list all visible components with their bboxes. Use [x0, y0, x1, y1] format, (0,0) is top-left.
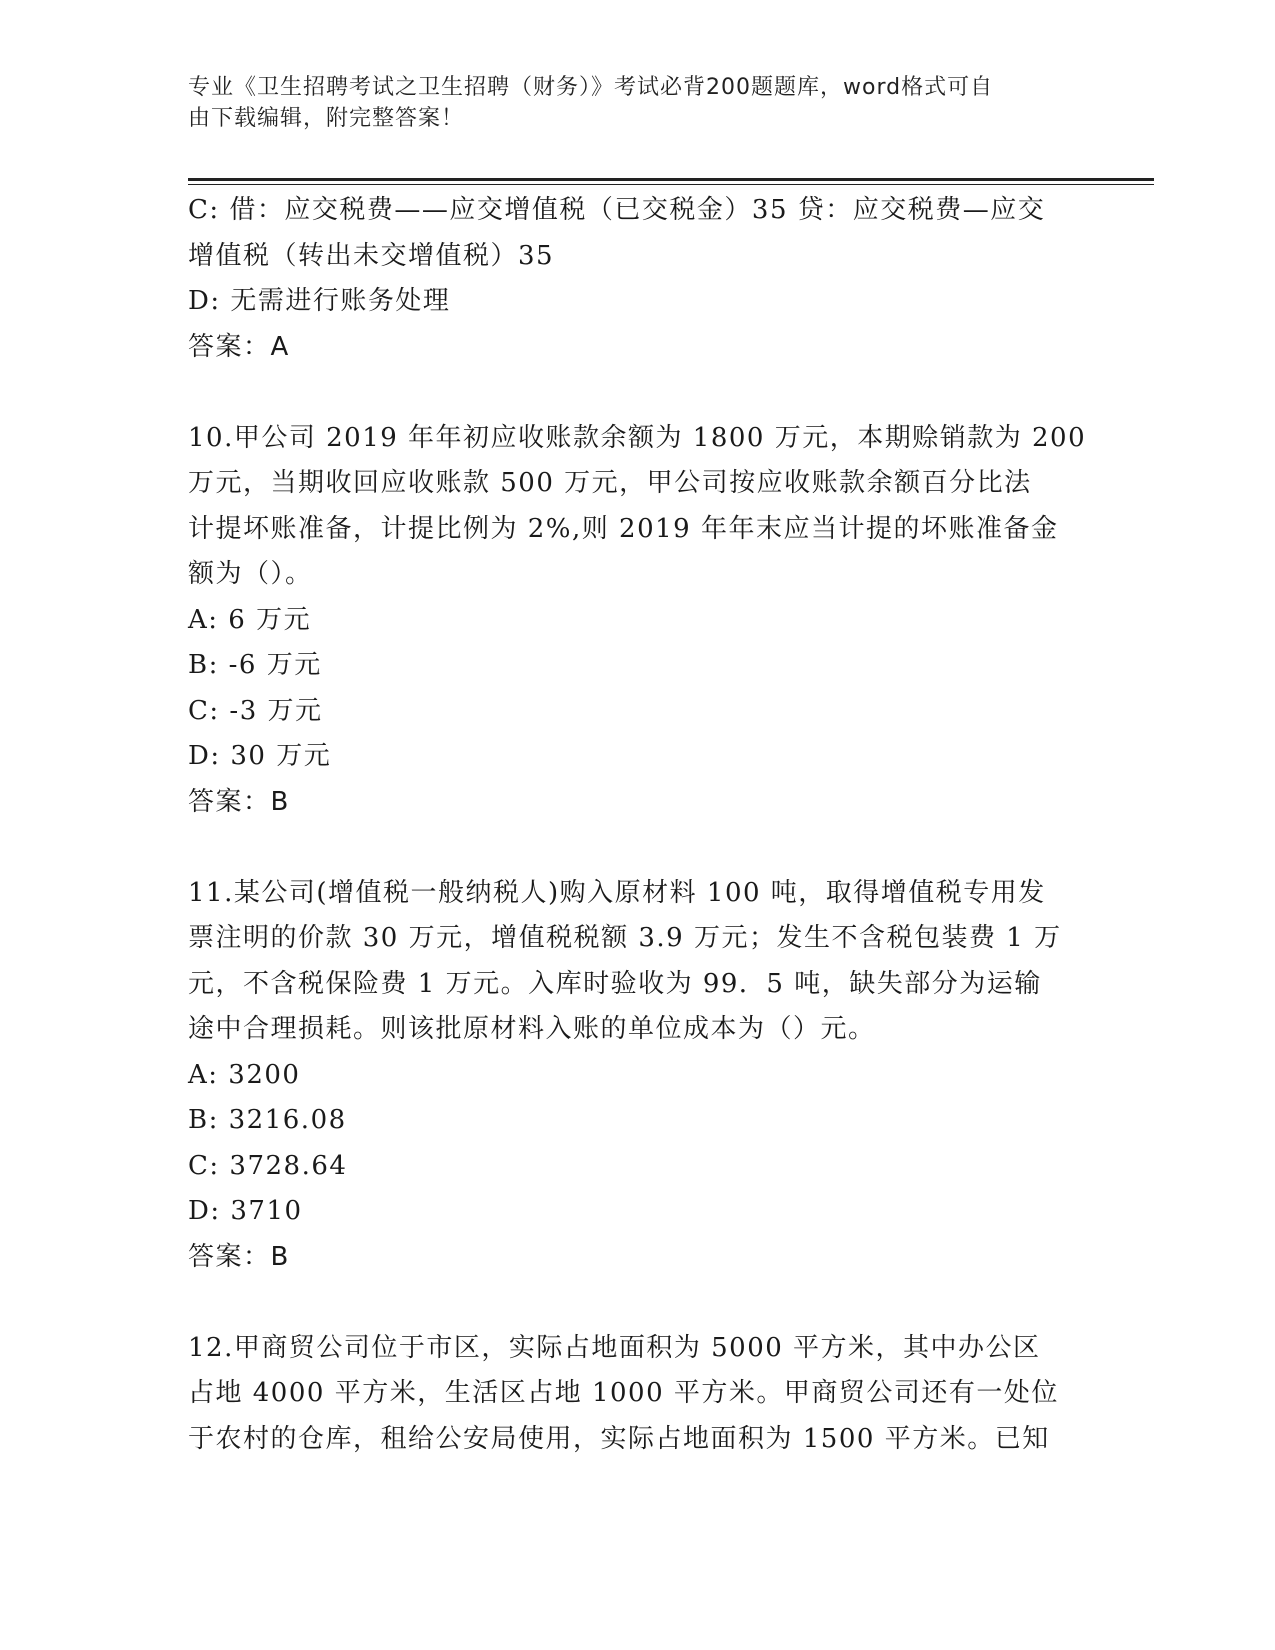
header-rule-thick	[188, 178, 1154, 181]
question-stem-line: 计提坏账准备，计提比例为 2%,则 2019 年年末应当计提的坏账准备金	[188, 513, 1059, 544]
question-stem-line: 额为（）。	[188, 559, 313, 589]
document-header	[188, 72, 1068, 134]
option-a: A: 3200	[188, 1059, 301, 1090]
spacer	[188, 1280, 1078, 1326]
header-line-2: 由下载编辑，附完整答案！	[188, 106, 465, 131]
answer: 答案：B	[188, 1241, 290, 1272]
question-stem-line: 途中合理损耗。则该批原材料入账的单位成本为（）元。	[188, 1014, 876, 1044]
question-10	[188, 416, 1087, 826]
question-stem-line: 占地 4000 平方米，生活区占地 1000 平方米。甲商贸公司还有一处位	[188, 1378, 1059, 1408]
question-12	[188, 1326, 1078, 1463]
question-stem-line: 万元，当期收回应收账款 500 万元，甲公司按应收账款余额百分比法	[188, 468, 1032, 498]
option-c-line-1: C: 借：应交税费——应交增值税（已交税金）35 贷：应交税费—应交	[188, 195, 1046, 225]
question-stem-line: 12.甲商贸公司位于市区，实际占地面积为 5000 平方米，其中办公区	[188, 1332, 1041, 1363]
spacer	[188, 825, 1078, 871]
spacer	[188, 370, 1078, 416]
option-d: D: 30 万元	[188, 741, 332, 771]
question-9-tail	[188, 188, 1078, 370]
option-b: B: 3216.08	[188, 1105, 347, 1135]
option-c: C: 3728.64	[188, 1150, 348, 1181]
question-stem-line: 于农村的仓库，租给公安局使用，实际占地面积为 1500 平方米。已知	[188, 1423, 1050, 1454]
question-11	[188, 871, 1078, 1281]
header-rule-thin	[188, 184, 1154, 185]
document-body	[188, 188, 1087, 1462]
question-stem-line: 票注明的价款 30 万元，增值税税额 3.9 万元；发生不含税包装费 1 万	[188, 923, 1062, 953]
header-line-1: 专业《卫生招聘考试之卫生招聘（财务）》考试必背200题题库，word格式可自	[188, 75, 994, 100]
option-d: D: 无需进行账务处理	[188, 286, 451, 316]
option-c: C: -3 万元	[188, 695, 323, 726]
option-a: A: 6 万元	[188, 604, 312, 635]
question-stem-line: 11.某公司(增值税一般纳税人)购入原材料 100 吨，取得增值税专用发	[188, 877, 1046, 908]
question-stem-line: 元，不含税保险费 1 万元。入库时验收为 99．5 吨，缺失部分为运输	[188, 968, 1042, 999]
option-b: B: -6 万元	[188, 650, 322, 680]
option-c-line-2: 增值税（转出未交增值税）35	[188, 240, 555, 271]
answer: 答案：A	[188, 331, 290, 362]
option-d: D: 3710	[188, 1196, 303, 1226]
answer: 答案：B	[188, 786, 290, 817]
question-stem-line: 10.甲公司 2019 年年初应收账款余额为 1800 万元，本期赊销款为 200	[188, 422, 1087, 453]
